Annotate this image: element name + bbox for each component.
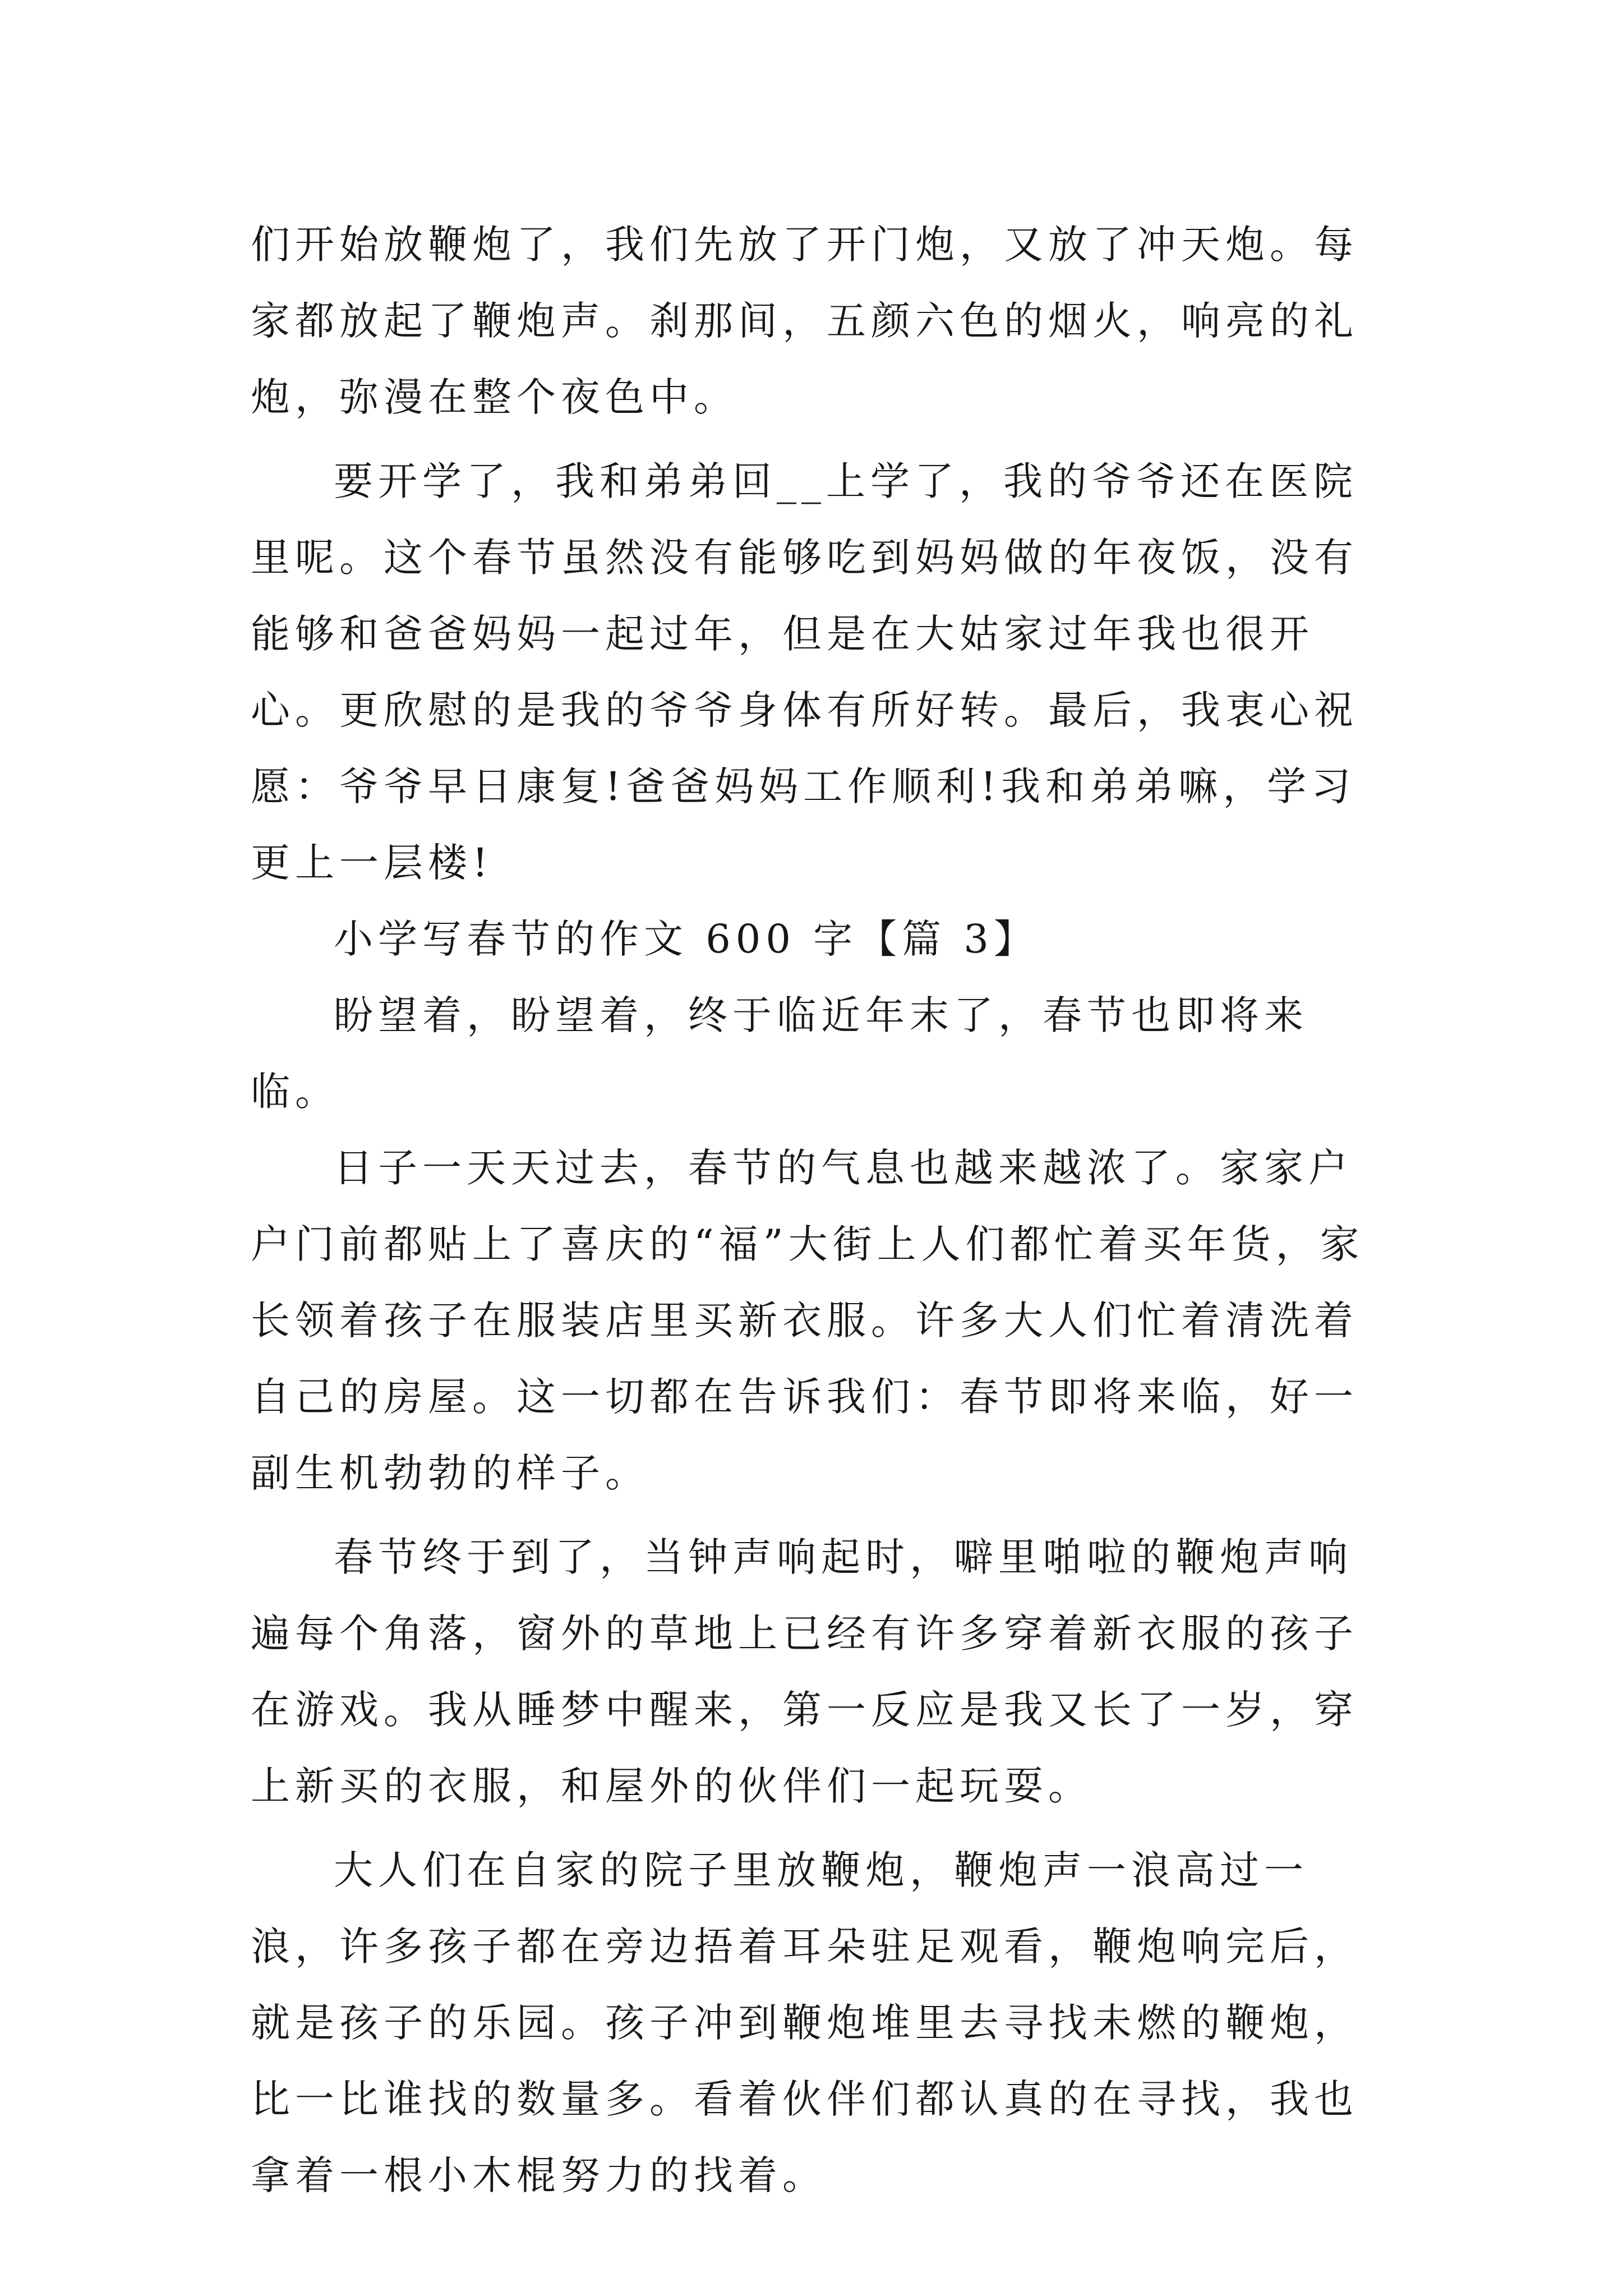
paragraph-festival-arrives: 春节终于到了，当钟声响起时，噼里啪啦的鞭炮声响遍每个角落，窗外的草地上已经有许多穿着新衣服的孩子在游戏。我从睡梦中醒来，第一反应是我又长了一岁，穿上新买的衣服，和屋外的伙伴们一起玩耍。 bbox=[251, 1534, 1358, 1809]
paragraph-school-starts: 要开学了，我和弟弟回__上学了，我的爷爷还在医院里呢。这个春节虽然没有能够吃到妈妈做的年夜饭，没有能够和爸爸妈妈一起过年，但是在大姑家过年我也很开心。更欣慰的是我的爷爷身体有所好转。最后，我衷心祝愿：爷爷早日康复!爸爸妈妈工作顺利!我和弟弟嘛，学习更上一层楼! bbox=[251, 458, 1358, 886]
document-body bbox=[251, 206, 1389, 2214]
paragraph-anticipation: 盼望着，盼望着，终于临近年末了，春节也即将来临。 bbox=[251, 992, 1308, 1115]
section-heading: 小学写春节的作文 600 字【篇 3】 bbox=[334, 916, 1038, 962]
paragraph-festive-atmosphere: 日子一天天过去，春节的气息也越来越浓了。家家户户门前都贴上了喜庆的“福”大街上人们都忙着买年货，家长领着孩子在服装店里买新衣服。许多大人们忙着清洗着自己的房屋。这一切都在告诉我们：春节即将来临，好一副生机勃勃的样子。 bbox=[251, 1145, 1364, 1496]
paragraph-continuation: 们开始放鞭炮了，我们先放了开门炮，又放了冲天炮。每家都放起了鞭炮声。刹那间，五颜六色的烟火，响亮的礼炮，弥漫在整个夜色中。 bbox=[251, 222, 1358, 420]
paragraph-firecrackers: 大人们在自家的院子里放鞭炮，鞭炮声一浪高过一浪，许多孩子都在旁边捂着耳朵驻足观看，鞭炮响完后，就是孩子的乐园。孩子冲到鞭炮堆里去寻找未燃的鞭炮，比一比谁找的数量多。看着伙伴们都认真的在寻找，我也拿着一根小木棍努力的找着。 bbox=[251, 1847, 1358, 2198]
